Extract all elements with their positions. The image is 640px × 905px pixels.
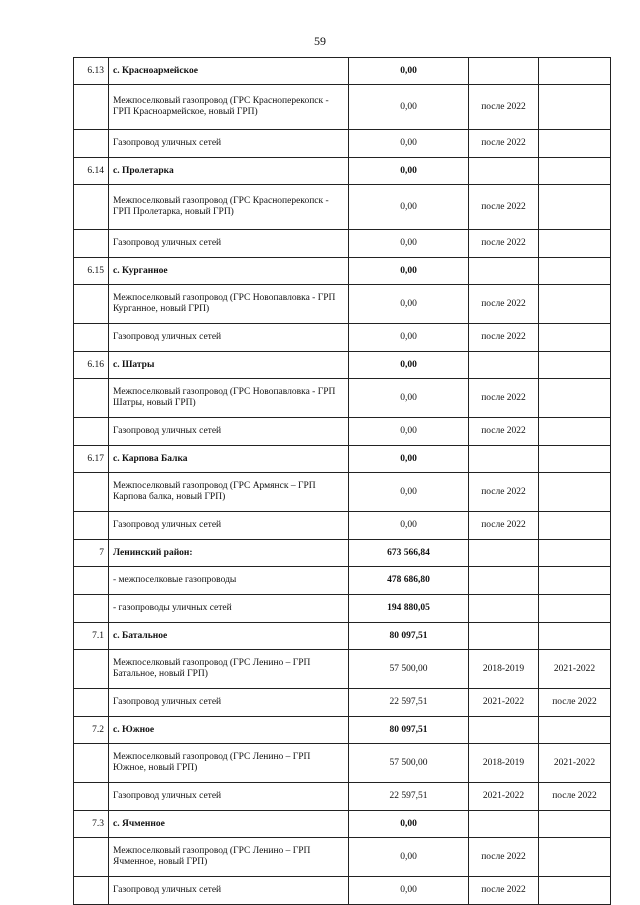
row-period-2 — [539, 258, 611, 285]
row-period-1: после 2022 — [469, 877, 539, 905]
row-amount: 57 500,00 — [349, 744, 469, 783]
row-number — [74, 689, 109, 717]
section-row — [74, 540, 611, 567]
row-period-1: после 2022 — [469, 185, 539, 230]
row-amount: 22 597,51 — [349, 689, 469, 717]
gas-pipeline-table — [73, 57, 611, 905]
row-name: Газопровод уличных сетей — [109, 877, 349, 905]
row-period-2 — [539, 85, 611, 130]
row-period-2 — [539, 512, 611, 540]
row-name: с. Курганное — [109, 258, 349, 285]
row-amount: 0,00 — [349, 85, 469, 130]
row-name: Межпоселковый газопровод (ГРС Ленино – ГРП Ячменное, новый ГРП) — [109, 838, 349, 877]
row-amount: 0,00 — [349, 352, 469, 379]
table-body — [74, 58, 611, 905]
row-amount: 0,00 — [349, 811, 469, 838]
row-period-2: после 2022 — [539, 783, 611, 811]
row-number — [74, 650, 109, 689]
row-number — [74, 838, 109, 877]
row-period-1: после 2022 — [469, 512, 539, 540]
row-period-1 — [469, 258, 539, 285]
row-period-1 — [469, 623, 539, 650]
row-name: Межпоселковый газопровод (ГРС Новопавловка - ГРП Шатры, новый ГРП) — [109, 379, 349, 418]
row-name: с. Карпова Балка — [109, 446, 349, 473]
row-number — [74, 512, 109, 540]
row-number: 7.3 — [74, 811, 109, 838]
row-period-1 — [469, 352, 539, 379]
row-period-1: после 2022 — [469, 379, 539, 418]
table-row — [74, 85, 611, 130]
row-number — [74, 473, 109, 512]
row-amount: 0,00 — [349, 185, 469, 230]
table-row — [74, 877, 611, 905]
row-number — [74, 783, 109, 811]
table-row — [74, 473, 611, 512]
row-amount: 0,00 — [349, 838, 469, 877]
row-number: 7 — [74, 540, 109, 567]
row-amount: 0,00 — [349, 473, 469, 512]
row-amount: 0,00 — [349, 130, 469, 158]
row-name: Газопровод уличных сетей — [109, 130, 349, 158]
table-row — [74, 838, 611, 877]
row-number — [74, 744, 109, 783]
row-period-1: 2018-2019 — [469, 744, 539, 783]
section-row — [74, 811, 611, 838]
row-name: Газопровод уличных сетей — [109, 418, 349, 446]
table-row — [74, 285, 611, 324]
row-number — [74, 418, 109, 446]
row-period-1: после 2022 — [469, 838, 539, 877]
table-row — [74, 650, 611, 689]
row-period-2: 2021-2022 — [539, 744, 611, 783]
row-amount: 0,00 — [349, 285, 469, 324]
row-amount: 0,00 — [349, 230, 469, 258]
row-amount: 0,00 — [349, 58, 469, 85]
section-row — [74, 158, 611, 185]
row-number: 7.1 — [74, 623, 109, 650]
table-row — [74, 744, 611, 783]
row-name: Газопровод уличных сетей — [109, 689, 349, 717]
row-number — [74, 230, 109, 258]
section-row — [74, 258, 611, 285]
row-amount: 673 566,84 — [349, 540, 469, 567]
row-number — [74, 130, 109, 158]
row-name: с. Шатры — [109, 352, 349, 379]
row-number — [74, 185, 109, 230]
row-number: 6.17 — [74, 446, 109, 473]
row-number — [74, 324, 109, 352]
row-amount: 0,00 — [349, 446, 469, 473]
row-period-2: 2021-2022 — [539, 650, 611, 689]
row-period-1: после 2022 — [469, 85, 539, 130]
section-row — [74, 717, 611, 744]
row-amount: 0,00 — [349, 877, 469, 905]
row-name: с. Ячменное — [109, 811, 349, 838]
row-name: с. Батальное — [109, 623, 349, 650]
row-period-2 — [539, 230, 611, 258]
row-period-2 — [539, 446, 611, 473]
table-row — [74, 418, 611, 446]
row-amount: 0,00 — [349, 512, 469, 540]
row-amount: 80 097,51 — [349, 623, 469, 650]
row-period-2 — [539, 567, 611, 595]
table-row — [74, 567, 611, 595]
table-row — [74, 185, 611, 230]
row-period-1 — [469, 446, 539, 473]
row-number — [74, 85, 109, 130]
row-period-2 — [539, 623, 611, 650]
row-amount: 0,00 — [349, 258, 469, 285]
row-name: Межпоселковый газопровод (ГРС Ленино – ГРП Южное, новый ГРП) — [109, 744, 349, 783]
table-row — [74, 230, 611, 258]
row-period-2 — [539, 379, 611, 418]
row-name: - межпоселковые газопроводы — [109, 567, 349, 595]
table-row — [74, 595, 611, 623]
row-number — [74, 379, 109, 418]
row-period-1 — [469, 158, 539, 185]
table-row — [74, 689, 611, 717]
row-period-2 — [539, 473, 611, 512]
row-name: Межпоселковый газопровод (ГРС Красноперекопск - ГРП Пролетарка, новый ГРП) — [109, 185, 349, 230]
table-row — [74, 324, 611, 352]
row-period-2 — [539, 324, 611, 352]
row-name: - газопроводы уличных сетей — [109, 595, 349, 623]
section-row — [74, 58, 611, 85]
row-period-2 — [539, 717, 611, 744]
row-period-1: после 2022 — [469, 230, 539, 258]
row-period-1: 2021-2022 — [469, 783, 539, 811]
table-row — [74, 512, 611, 540]
row-period-2 — [539, 158, 611, 185]
row-name: Газопровод уличных сетей — [109, 230, 349, 258]
row-number: 6.15 — [74, 258, 109, 285]
page-number: 59 — [314, 34, 326, 48]
row-amount: 0,00 — [349, 379, 469, 418]
row-period-2 — [539, 838, 611, 877]
row-period-1: после 2022 — [469, 285, 539, 324]
row-period-2 — [539, 540, 611, 567]
row-amount: 0,00 — [349, 158, 469, 185]
row-period-2 — [539, 418, 611, 446]
row-number: 6.16 — [74, 352, 109, 379]
row-name: Ленинский район: — [109, 540, 349, 567]
row-period-1: после 2022 — [469, 473, 539, 512]
row-number — [74, 567, 109, 595]
row-name: Газопровод уличных сетей — [109, 324, 349, 352]
row-period-2 — [539, 877, 611, 905]
row-name: с. Южное — [109, 717, 349, 744]
row-name: с. Пролетарка — [109, 158, 349, 185]
row-name: Газопровод уличных сетей — [109, 512, 349, 540]
row-period-2 — [539, 352, 611, 379]
row-amount: 194 880,05 — [349, 595, 469, 623]
table-row — [74, 379, 611, 418]
row-name: Межпоселковый газопровод (ГРС Красноперекопск - ГРП Красноармейское, новый ГРП) — [109, 85, 349, 130]
row-period-2 — [539, 58, 611, 85]
row-period-2: после 2022 — [539, 689, 611, 717]
row-period-1 — [469, 595, 539, 623]
row-number: 6.13 — [74, 58, 109, 85]
row-name: Межпоселковый газопровод (ГРС Новопавловка - ГРП Курганное, новый ГРП) — [109, 285, 349, 324]
row-period-1: после 2022 — [469, 130, 539, 158]
row-period-1 — [469, 811, 539, 838]
row-period-2 — [539, 185, 611, 230]
row-period-1 — [469, 567, 539, 595]
row-number — [74, 877, 109, 905]
row-amount: 80 097,51 — [349, 717, 469, 744]
row-name: Межпоселковый газопровод (ГРС Армянск – ГРП Карпова балка, новый ГРП) — [109, 473, 349, 512]
row-period-1: после 2022 — [469, 324, 539, 352]
row-number: 7.2 — [74, 717, 109, 744]
section-row — [74, 446, 611, 473]
row-name: с. Красноармейское — [109, 58, 349, 85]
row-period-1: 2018-2019 — [469, 650, 539, 689]
row-period-1: 2021-2022 — [469, 689, 539, 717]
row-number — [74, 285, 109, 324]
table-row — [74, 783, 611, 811]
row-period-1: после 2022 — [469, 418, 539, 446]
row-period-2 — [539, 811, 611, 838]
row-period-1 — [469, 717, 539, 744]
row-number: 6.14 — [74, 158, 109, 185]
row-period-2 — [539, 285, 611, 324]
row-number — [74, 595, 109, 623]
row-amount: 478 686,80 — [349, 567, 469, 595]
section-row — [74, 623, 611, 650]
row-amount: 0,00 — [349, 418, 469, 446]
row-period-1 — [469, 58, 539, 85]
row-amount: 57 500,00 — [349, 650, 469, 689]
row-amount: 22 597,51 — [349, 783, 469, 811]
table-row — [74, 130, 611, 158]
row-period-1 — [469, 540, 539, 567]
row-name: Газопровод уличных сетей — [109, 783, 349, 811]
row-period-2 — [539, 130, 611, 158]
row-period-2 — [539, 595, 611, 623]
row-name: Межпоселковый газопровод (ГРС Ленино – ГРП Батальное, новый ГРП) — [109, 650, 349, 689]
row-amount: 0,00 — [349, 324, 469, 352]
section-row — [74, 352, 611, 379]
